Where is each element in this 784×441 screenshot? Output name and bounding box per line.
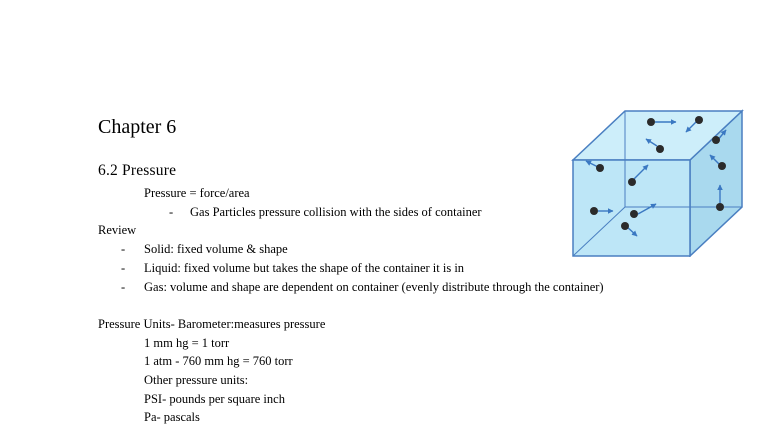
unit-line-other: Other pressure units:	[144, 373, 249, 387]
particle	[647, 118, 655, 126]
particle	[630, 210, 638, 218]
cube-faces	[573, 111, 742, 256]
particle	[712, 136, 720, 144]
particle	[596, 164, 604, 172]
particle	[590, 207, 598, 215]
review-bullet-dash: -	[121, 242, 126, 256]
particle	[628, 178, 636, 186]
chapter-title: Chapter 6	[98, 116, 177, 138]
sub-bullet-dash: -	[169, 205, 174, 219]
particle	[695, 116, 703, 124]
review-heading: Review	[98, 223, 137, 237]
pressure-sub-bullet: Gas Particles pressure collision with the sides of container	[190, 205, 482, 219]
particle	[621, 222, 629, 230]
gas-container-diagram	[566, 105, 748, 257]
particle	[718, 162, 726, 170]
particle	[716, 203, 724, 211]
review-bullet-dash: -	[121, 261, 126, 275]
pressure-units-heading: Pressure Units- Barometer:measures pressure	[98, 317, 326, 331]
review-item-gas: Gas: volume and shape are dependent on container (evenly distribute through the container)	[144, 280, 604, 294]
section-title: 6.2 Pressure	[98, 162, 177, 179]
particle	[656, 145, 664, 153]
review-bullet-dash: -	[121, 280, 126, 294]
unit-line-mmhg: 1 mm hg = 1 torr	[144, 336, 230, 350]
review-item-liquid: Liquid: fixed volume but takes the shape of the container it is in	[144, 261, 465, 275]
pressure-definition: Pressure = force/area	[144, 186, 250, 200]
unit-line-atm: 1 atm - 760 mm hg = 760 torr	[144, 354, 293, 368]
unit-line-psi: PSI- pounds per square inch	[144, 392, 285, 406]
unit-line-pa: Pa- pascals	[144, 410, 200, 424]
review-item-solid: Solid: fixed volume & shape	[144, 242, 288, 256]
cube-front-face	[573, 160, 690, 256]
